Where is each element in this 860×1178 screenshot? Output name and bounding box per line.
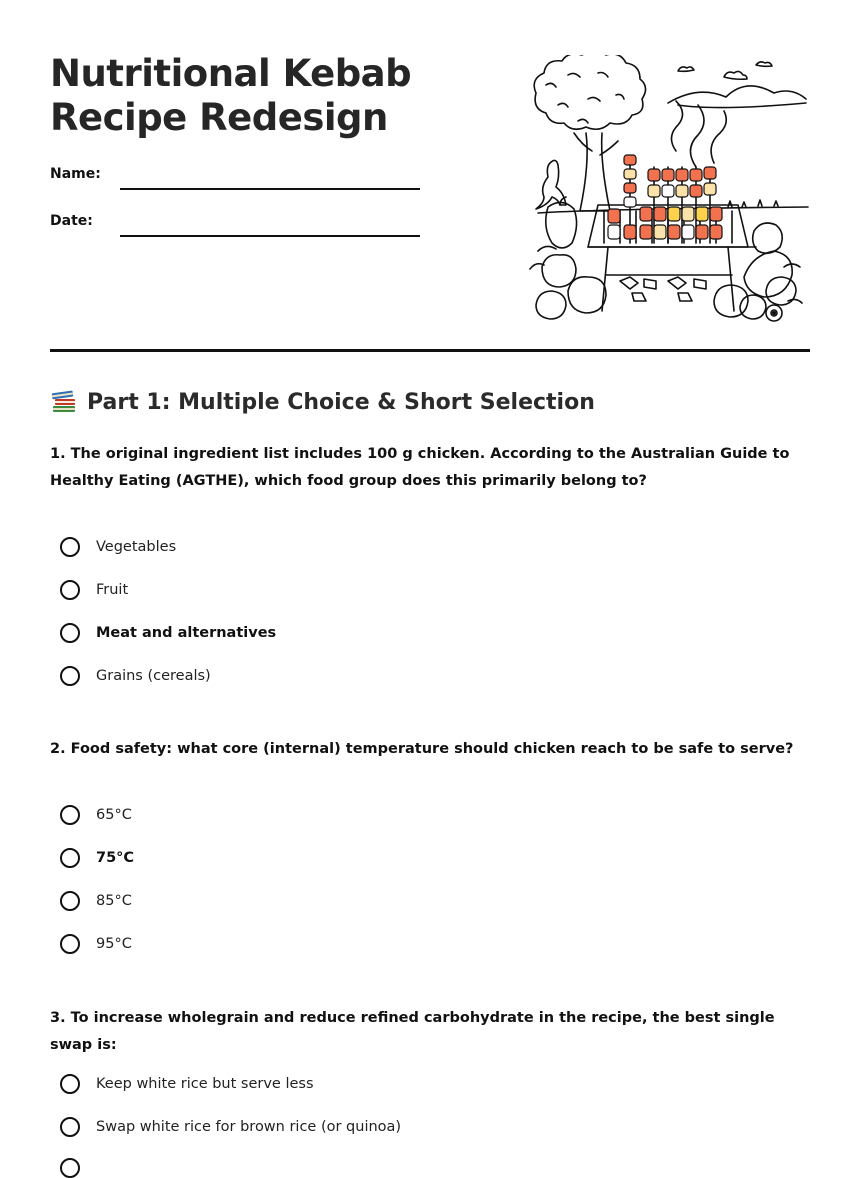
q3-option-b[interactable] — [60, 1117, 401, 1137]
radio-button[interactable] — [60, 934, 80, 954]
radio-button[interactable] — [60, 623, 80, 643]
radio-button[interactable] — [60, 666, 80, 686]
q1-option-c[interactable] — [60, 623, 276, 643]
q1-option-d[interactable] — [60, 666, 211, 686]
option-label: Fruit — [96, 582, 129, 598]
header-divider — [50, 349, 810, 352]
title-line-1: Nutritional Kebab — [50, 52, 412, 95]
name-field[interactable] — [50, 166, 420, 182]
title-line-2: Recipe Redesign — [50, 96, 388, 139]
q3-option-c-partial[interactable] — [60, 1158, 96, 1178]
question-3: 3. To increase wholegrain and reduce refined carbohydrate in the recipe, the best single swap is: — [50, 1010, 775, 1053]
q2-option-d[interactable] — [60, 934, 132, 954]
question-1: 1. The original ingredient list includes 100 g chicken. According to the Australian Guide to Healthy Eating (AGTHE), which food group does this primarily belong to? — [50, 446, 790, 489]
date-label: Date: — [50, 213, 93, 229]
question-2: 2. Food safety: what core (internal) temperature should chicken reach to be safe to serve? — [50, 741, 794, 757]
q2-option-a[interactable] — [60, 805, 132, 825]
radio-button[interactable] — [60, 848, 80, 868]
radio-button[interactable] — [60, 580, 80, 600]
q2-option-b[interactable] — [60, 848, 134, 868]
radio-button[interactable] — [60, 1158, 80, 1178]
option-label: Grains (cereals) — [96, 668, 211, 684]
option-label: 95°C — [96, 936, 132, 952]
q1-option-b[interactable] — [60, 580, 128, 600]
books-icon — [50, 388, 78, 416]
q1-option-a[interactable] — [60, 537, 176, 557]
q2-option-c[interactable] — [60, 891, 132, 911]
date-field[interactable] — [50, 213, 420, 229]
option-label: 75°C — [96, 850, 135, 866]
option-label: 85°C — [96, 893, 132, 909]
option-label: Vegetables — [96, 539, 177, 555]
radio-button[interactable] — [60, 1117, 80, 1137]
name-input-line[interactable] — [120, 188, 420, 190]
radio-button[interactable] — [60, 891, 80, 911]
worksheet-title — [50, 52, 490, 140]
part1-title: Part 1: Multiple Choice & Short Selection — [87, 389, 595, 415]
option-label: Meat and alternatives — [96, 625, 277, 641]
radio-button[interactable] — [60, 805, 80, 825]
date-input-line[interactable] — [120, 235, 420, 237]
option-label: 65°C — [96, 807, 132, 823]
name-label: Name: — [50, 166, 101, 182]
option-label: Keep white rice but serve less — [96, 1076, 314, 1092]
bbq-kebab-illustration — [528, 55, 810, 330]
q3-option-a[interactable] — [60, 1074, 314, 1094]
option-label: Swap white rice for brown rice (or quinoa) — [96, 1119, 402, 1135]
radio-button[interactable] — [60, 1074, 80, 1094]
radio-button[interactable] — [60, 537, 80, 557]
part1-heading — [50, 388, 595, 416]
